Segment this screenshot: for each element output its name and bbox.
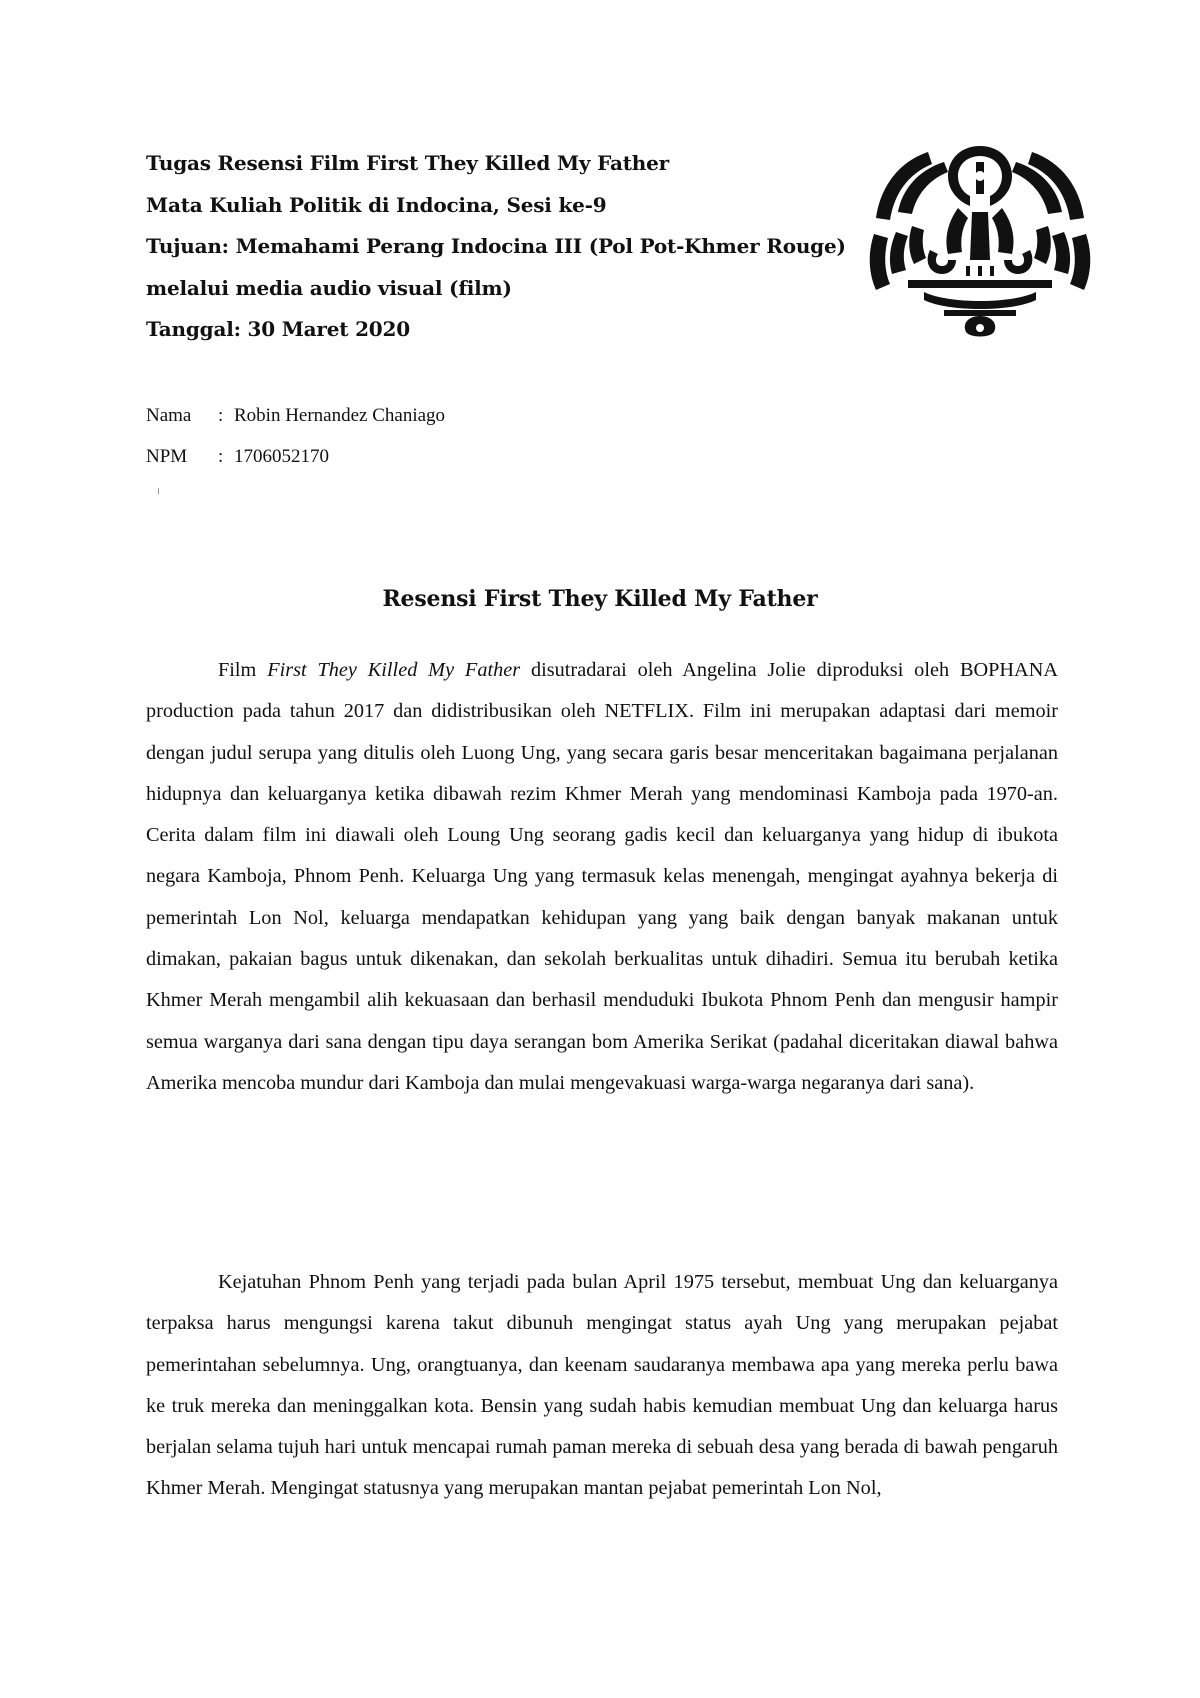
npm-row (146, 436, 445, 477)
header-objective: Tujuan: Memahami Perang Indocina III (Pol Pot-Khmer Rouge) (146, 234, 846, 258)
npm-label: NPM (146, 446, 188, 467)
header-date: Tanggal: 30 Maret 2020 (146, 317, 410, 341)
paragraph-2: Kejatuhan Phnom Penh yang terjadi pada bulan April 1975 tersebut, membuat Ung dan keluarganya terpaksa harus mengungsi karena takut dibunuh mengingat status ayah Ung yang merupakan pejabat pemerintahan sebelumnya. Ung, orangtuanya, dan keenam saudaranya membawa apa yang mereka perlu bawa ke truk mereka dan meninggalkan kota. Bensin yang sudah habis kemudian membuat Ung dan keluarga harus berjalan selama tujuh hari untuk mencapai rumah paman mereka di sebuah desa yang berada di bawah pengaruh Khmer Merah. Mengingat statusnya yang merupakan mantan pejabat pemerintah Lon Nol, (146, 1271, 1058, 1500)
paragraph-1-body: disutradarai oleh Angelina Jolie diproduksi oleh BOPHANA production pada tahun 2017 dan didistribusikan oleh NETFLIX. Film ini merupakan adaptasi dari memoir dengan judul serupa yang ditulis oleh Luong Ung, yang secara garis besar menceritakan bagaimana perjalanan hidupnya dan keluarganya ketika dibawah rezim Khmer Merah yang mendominasi Kamboja pada 1970-an. Cerita dalam film ini diawali oleh Loung Ung seorang gadis kecil dan keluarganya yang hidup di ibukota negara Kamboja, Phnom Penh. Keluarga Ung yang termasuk kelas menengah, mengingat ayahnya bekerja di pemerintah Lon Nol, keluarga mendapatkan kehidupan yang yang baik dengan banyak makanan untuk dimakan, pakaian bagus untuk dikenakan, dan sekolah berkualitas untuk dihadiri. Semua itu berubah ketika Khmer Merah mengambil alih kekuasaan dan berhasil menduduki Ibukota Phnom Penh dan mengusir hampir semua warganya dari sana dengan tipu daya serangan bom Amerika Serikat (padahal diceritakan diawal bahwa Amerika mencoba mundur dari Kamboja dan mulai mengevakuasi warga-warga negaranya dari sana). (146, 659, 1058, 1094)
film-title-italic: First They Killed My Father (267, 659, 521, 681)
paragraph-1-lead: Film (218, 659, 268, 681)
assignment-header (146, 143, 866, 351)
stray-mark (158, 488, 159, 494)
header-assignment-title: Tugas Resensi Film First They Killed My Father (146, 151, 669, 175)
npm-value: 1706052170 (234, 446, 329, 467)
header-objective-continued: melalui media audio visual (film) (146, 275, 512, 300)
student-identity (146, 395, 445, 477)
document-title: Resensi First They Killed My Father (382, 586, 818, 612)
name-label: Nama (146, 405, 192, 426)
npm-separator: : (218, 446, 224, 467)
name-separator: : (218, 405, 224, 426)
header-course: Mata Kuliah Politik di Indocina, Sesi ke-9 (146, 192, 607, 217)
name-row (146, 395, 445, 436)
name-value: Robin Hernandez Chaniago (234, 405, 446, 426)
university-emblem-icon (868, 142, 1092, 340)
paragraph-1 (146, 650, 1058, 1104)
